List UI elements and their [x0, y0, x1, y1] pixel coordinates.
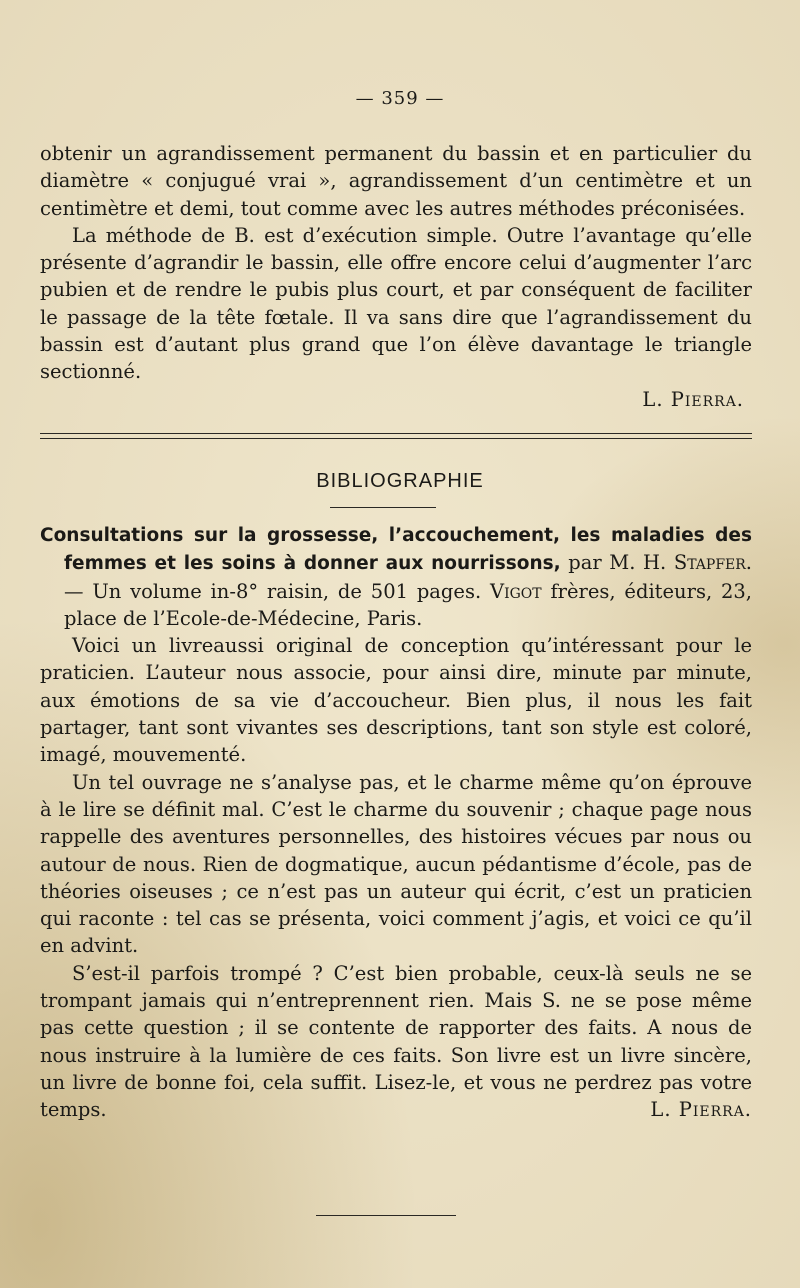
author-prefix: par M. H.	[568, 551, 667, 575]
article-end	[40, 140, 752, 413]
author-name: Stapfer.	[673, 551, 752, 575]
final-paragraph	[40, 960, 752, 1124]
book-title: Consultations sur la grossesse, l’accouchement, les maladies des femmes et les soins à donner aux nourrissons,	[40, 525, 752, 575]
review-paragraph: Un tel ouvrage ne s’analyse pas, et le charme même qu’on éprouve à le lire se définit mal. C’est le charme du souvenir ; chaque page nous rappelle des aventures personnelles, des histoires vécues par nous ou autour de nous. Rien de dogmatique, aucun pédantisme d’école, pas de théories oiseuses ; ce n’est pas un auteur qui écrit, c’est un praticien qui raconte : tel cas se présenta, voici comment j’agis, et voici ce qu’il en advint.	[40, 770, 752, 958]
final-paragraph-text: S’est-il parfois trompé ? C’est bien probable, ceux-là seuls ne se trompant jamais qui n’entreprennent rien. Mais S. ne se pose même pas cette question ; il se contente de rapporter des faits. A nous de nous instruire à la lumière de ces faits. Son livre est un livre sincère, un livre de bonne foi, cela suffit. Lisez-le, et vous ne perdrez pas votre temps.	[40, 961, 752, 1122]
review-paragraph: Voici un livreaussi original de conception qu’intéressant pour le praticien. L’auteur nous associe, pour ainsi dire, minute par minute, aux émotions de sa vie d’accoucheur. Bien plus, il nous les fait partager, tant sont vivantes ses descriptions, tant son style est coloré, imagé, mouvementé.	[40, 634, 752, 767]
section-title: BIBLIOGRAPHIE	[316, 470, 484, 492]
article-signature: L. Pierra.	[642, 387, 744, 411]
closing-rule	[316, 1215, 456, 1216]
page-number: — 359 —	[355, 88, 445, 109]
publication-details: — Un volume in-8° raisin, de 501 pages.	[64, 579, 482, 603]
continuation-paragraph: obtenir un agrandissement permanent du bassin et en particulier du diamètre « conjugué vrai », agrandissement d’un centimètre et un centimètre et demi, tout comme avec les autres méthodes préconisées.	[40, 142, 752, 220]
bibliography-entry	[40, 521, 752, 632]
method-paragraph: La méthode de B. est d’exécution simple. Outre l’avantage qu’elle présente d’agrandir le bassin, elle offre encore celui d’augmenter l’arc pubien et de rendre le pubis plus court, et par conséquent de faciliter le passage de la tête fœtale. Il va sans dire que l’agrandissement du bassin est d’autant plus grand que l’on élève davantage le triangle sectionné.	[40, 223, 752, 384]
review-signature: L. Pierra.	[650, 1098, 752, 1122]
publisher-name: Vigot	[490, 579, 542, 603]
publisher-details: frères, éditeurs, 23, place de l’Ecole-de-Médecine, Paris.	[64, 579, 752, 630]
title-underline	[330, 507, 436, 508]
bibliography-block	[40, 521, 752, 1124]
section-divider	[40, 433, 752, 439]
